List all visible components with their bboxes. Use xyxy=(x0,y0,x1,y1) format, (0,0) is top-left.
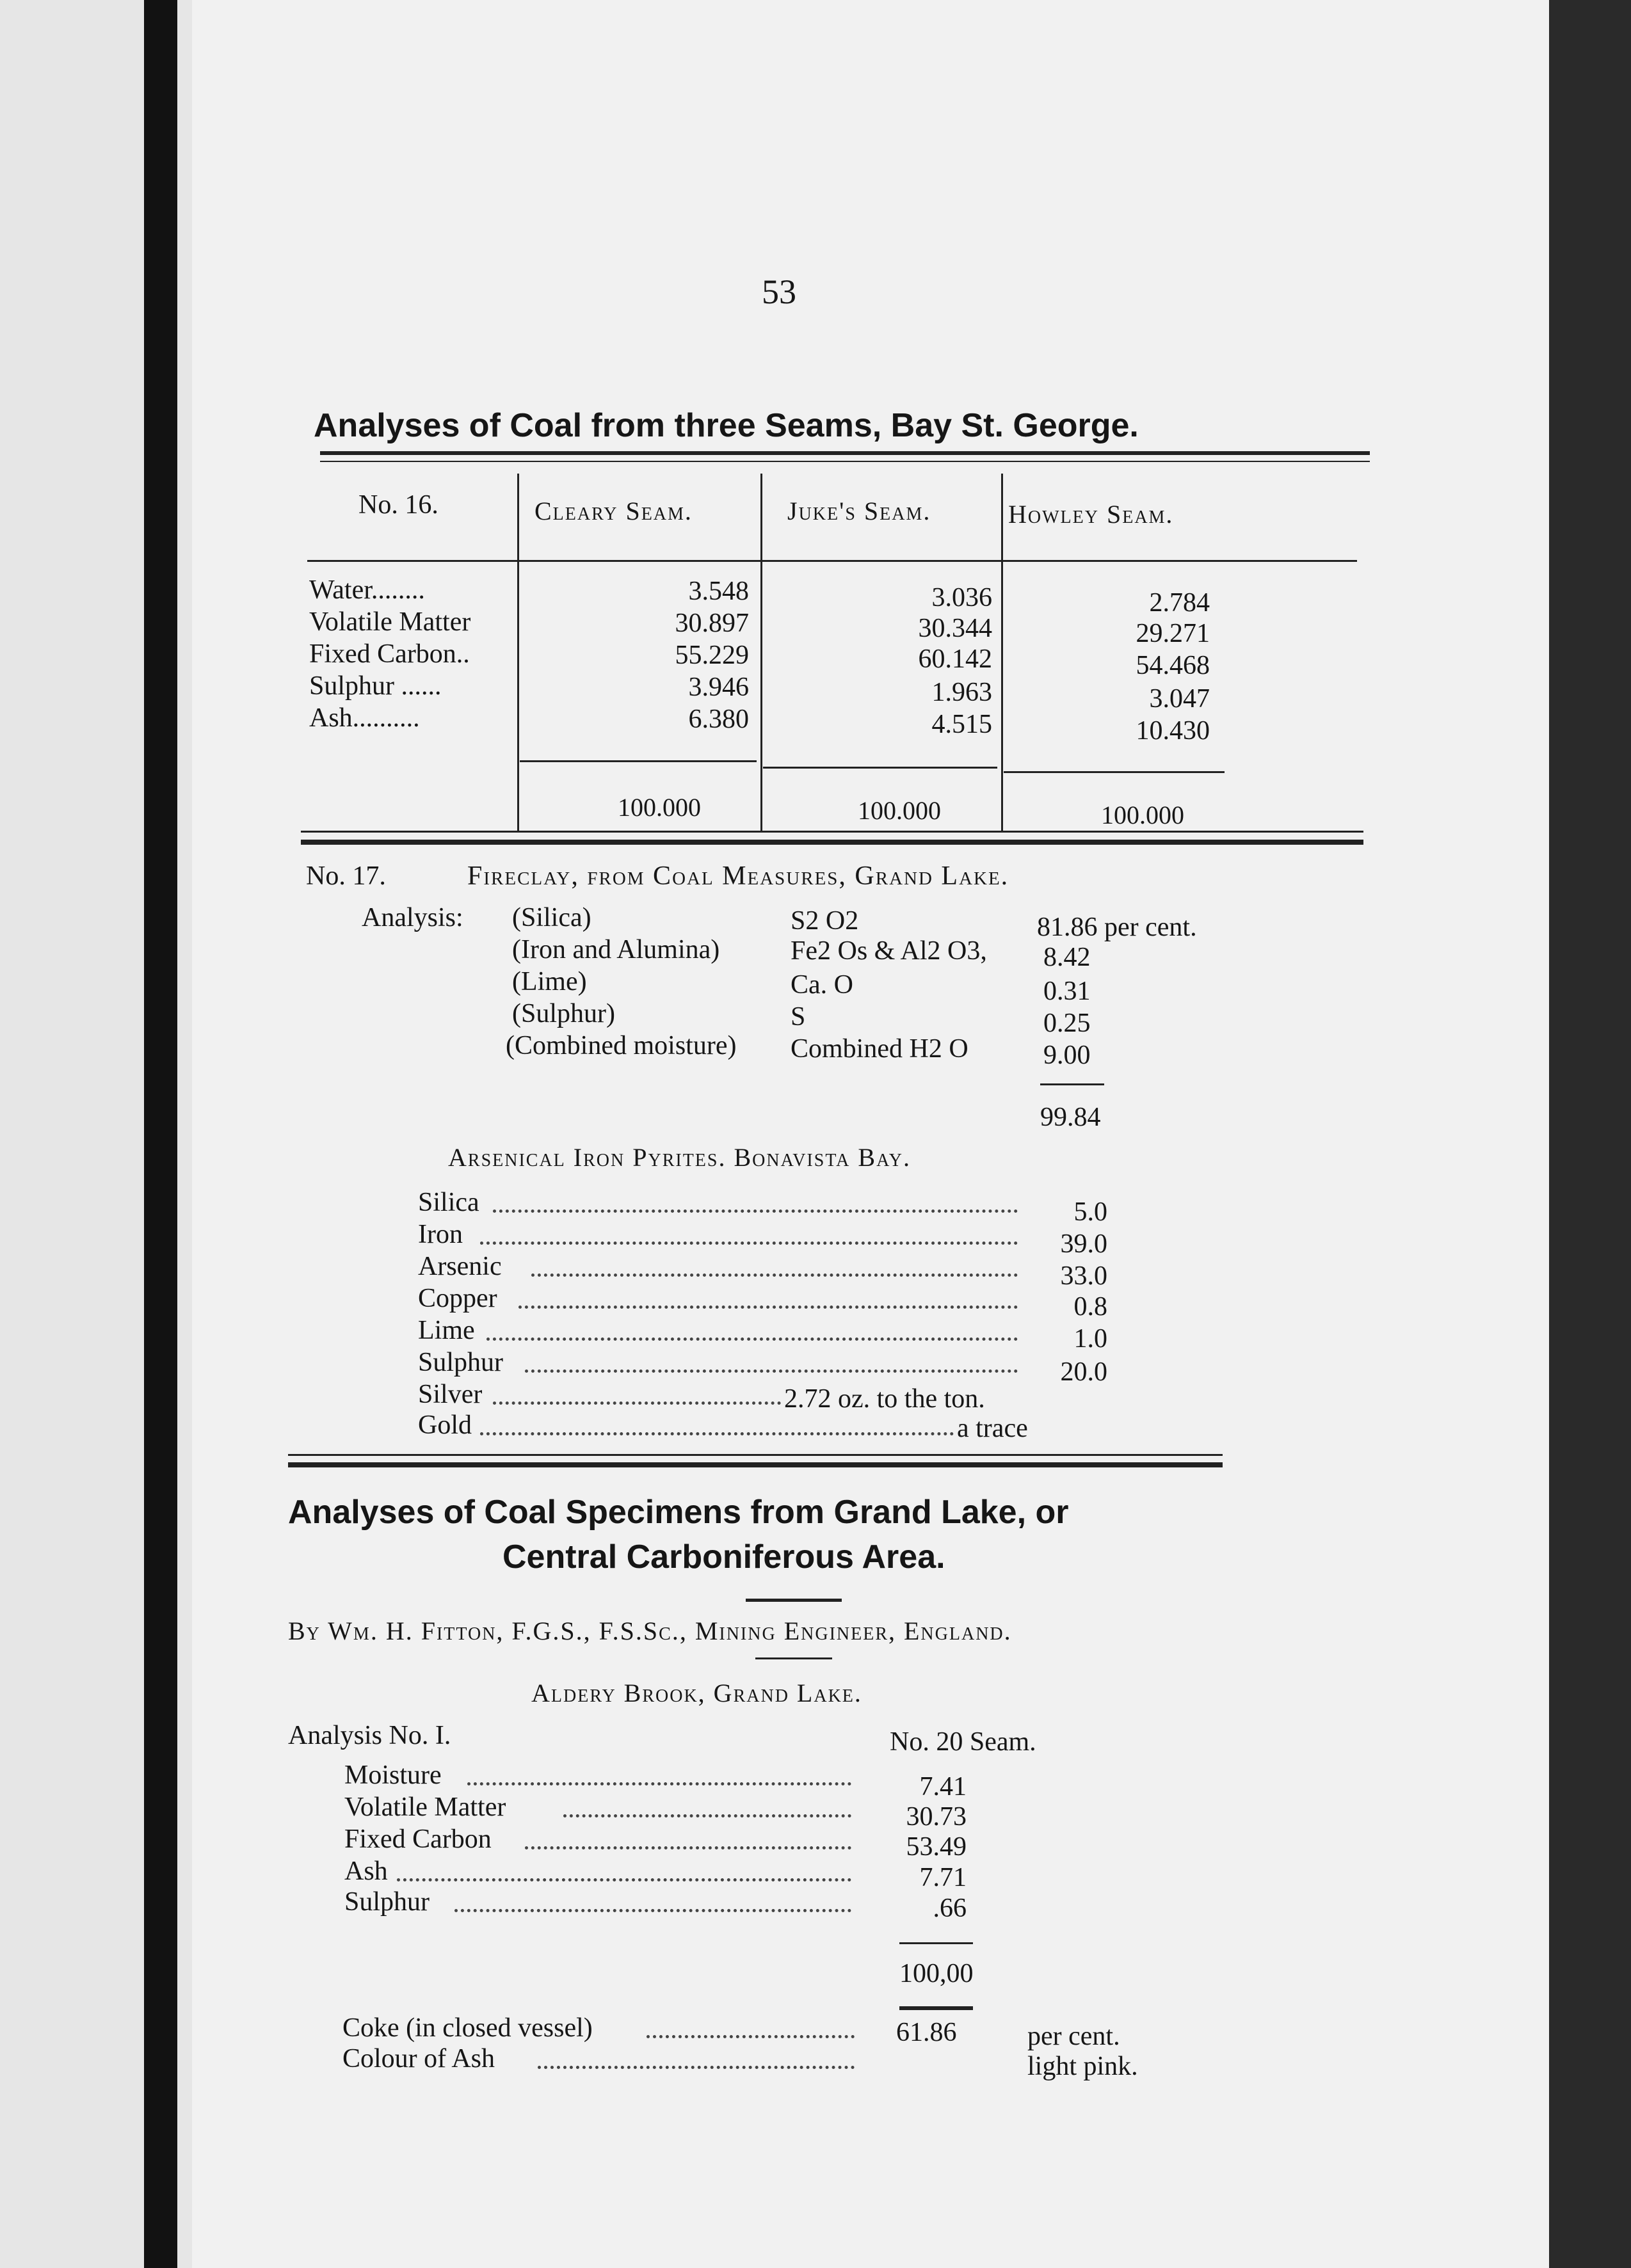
section4-short-rule-2 xyxy=(755,1657,832,1659)
pyrites-value: 39.0 xyxy=(1060,1229,1107,1259)
section4-byline: By Wm. H. Fitton, F.G.S., F.S.Sc., Mining Engineer, England. xyxy=(288,1617,1012,1645)
coal-name: Sulphur xyxy=(344,1887,430,1917)
table-cell: 3.548 xyxy=(688,577,749,606)
table-sum-rule xyxy=(763,767,997,769)
section1-top-rule-thick xyxy=(320,451,1370,455)
table-vline-1 xyxy=(517,474,519,832)
table-header-cleary: Cleary Seam. xyxy=(534,497,693,525)
scan-right-edge xyxy=(1549,0,1631,2268)
section4-title-line1: Analyses of Coal Specimens from Grand Lake, or xyxy=(288,1494,1069,1531)
table-row-label: Ash.......... xyxy=(309,703,420,733)
pyrites-value: 20.0 xyxy=(1060,1357,1107,1387)
leader-dots xyxy=(538,2066,855,2069)
leader-dots xyxy=(493,1402,781,1405)
pyrites-name: Lime xyxy=(418,1316,475,1345)
analysis-number: Analysis No. I. xyxy=(288,1721,451,1750)
pyrites-name: Silver xyxy=(418,1380,483,1409)
table-header-rule xyxy=(307,560,1357,562)
leader-dots xyxy=(518,1306,1018,1309)
table-cell: 6.380 xyxy=(688,705,749,734)
table-cell: 3.047 xyxy=(1149,684,1210,714)
section4-location: Aldery Brook, Grand Lake. xyxy=(531,1679,862,1707)
coal-name: Fixed Carbon xyxy=(344,1825,492,1854)
ash-colour-value: light pink. xyxy=(1027,2052,1138,2081)
leader-dots xyxy=(397,1878,851,1881)
pyrites-name: Sulphur xyxy=(418,1348,504,1377)
page-number: 53 xyxy=(762,273,796,311)
leader-dots xyxy=(525,1370,1018,1373)
table-cell: 30.897 xyxy=(675,609,749,638)
section1-bottom-rule-thin xyxy=(301,831,1363,833)
fireclay-value: 0.25 xyxy=(1043,1009,1091,1038)
fireclay-number: No. 17. xyxy=(306,861,386,891)
leader-dots xyxy=(531,1274,1018,1277)
section4-title-line2: Central Carboniferous Area. xyxy=(502,1538,945,1576)
coke-name: Coke (in closed vessel) xyxy=(342,2013,593,2043)
pyrites-name: Arsenic xyxy=(418,1252,502,1281)
table-cell: 54.468 xyxy=(1136,651,1210,680)
leader-dots xyxy=(525,1846,851,1849)
section1-title: Analyses of Coal from three Seams, Bay St. George. xyxy=(314,407,1139,444)
section1-bottom-rule-thick xyxy=(301,840,1363,845)
table-row-label: Volatile Matter xyxy=(309,607,471,637)
fireclay-value: 81.86 per cent. xyxy=(1037,913,1197,942)
pyrites-name: Iron xyxy=(418,1220,463,1249)
table-total: 100.000 xyxy=(1101,801,1184,829)
fireclay-formula: S2 O2 xyxy=(791,906,859,936)
leader-dots xyxy=(486,1338,1018,1341)
section1-top-rule-thin xyxy=(320,461,1370,462)
fireclay-title: Fireclay, from Coal Measures, Grand Lake. xyxy=(467,861,1009,891)
table-total: 100.000 xyxy=(618,793,701,822)
pyrites-value: a trace xyxy=(957,1414,1028,1443)
pyrites-name: Silica xyxy=(418,1188,479,1217)
leader-dots xyxy=(563,1814,851,1817)
coal-name: Volatile Matter xyxy=(344,1793,506,1822)
coal-value: 7.71 xyxy=(919,1863,967,1892)
fireclay-formula: Combined H2 O xyxy=(791,1034,968,1064)
pyrites-name: Gold xyxy=(418,1410,472,1440)
leader-dots xyxy=(467,1782,851,1785)
table-col0-header: No. 16. xyxy=(358,490,438,520)
table-row-label: Sulphur ...... xyxy=(309,671,442,701)
table-cell: 2.784 xyxy=(1149,588,1210,618)
table-header-jukes: Juke's Seam. xyxy=(787,497,931,525)
fireclay-value: 0.31 xyxy=(1043,977,1091,1006)
coal-name: Moisture xyxy=(344,1761,442,1790)
fireclay-name: (Combined moisture) xyxy=(506,1031,737,1060)
leader-dots xyxy=(480,1242,1018,1245)
coal-value: 53.49 xyxy=(906,1832,967,1862)
fireclay-formula: Ca. O xyxy=(791,970,853,1000)
table-vline-2 xyxy=(760,474,762,832)
coal-total: 100,00 xyxy=(899,1959,974,1988)
table-sum-rule xyxy=(520,760,757,762)
table-cell: 55.229 xyxy=(675,641,749,670)
coal-name: Ash xyxy=(344,1857,388,1886)
table-cell: 29.271 xyxy=(1136,619,1210,648)
section3-bottom-rule-thick xyxy=(288,1462,1223,1467)
pyrites-name: Copper xyxy=(418,1284,497,1313)
table-cell: 60.142 xyxy=(918,644,992,674)
table-cell: 1.963 xyxy=(931,678,992,707)
pyrites-value: 33.0 xyxy=(1060,1261,1107,1291)
fireclay-value: 9.00 xyxy=(1043,1041,1091,1070)
fireclay-name: (Iron and Alumina) xyxy=(512,935,720,964)
table-cell: 3.946 xyxy=(688,673,749,702)
fireclay-name: (Silica) xyxy=(512,903,591,932)
fireclay-value: 8.42 xyxy=(1043,943,1091,972)
coal-value: 7.41 xyxy=(919,1772,967,1801)
leader-dots xyxy=(480,1432,954,1435)
table-cell: 30.344 xyxy=(918,614,992,643)
coal-value: .66 xyxy=(933,1894,967,1923)
fireclay-formula: S xyxy=(791,1002,806,1032)
table-row-label: Water........ xyxy=(309,575,425,605)
leader-dots xyxy=(647,2035,855,2038)
document-page xyxy=(192,0,1549,2268)
fireclay-total: 99.84 xyxy=(1040,1103,1101,1132)
ash-colour-name: Colour of Ash xyxy=(342,2044,495,2073)
pyrites-value: 0.8 xyxy=(1073,1292,1107,1322)
pyrites-value: 2.72 oz. to the ton. xyxy=(784,1384,985,1414)
coke-unit: per cent. xyxy=(1027,2022,1120,2051)
pyrites-value: 1.0 xyxy=(1073,1324,1107,1354)
fireclay-formula: Fe2 Os & Al2 O3, xyxy=(791,936,987,966)
coal-sum-rule xyxy=(899,1942,973,1944)
coal-total-rule xyxy=(899,2006,973,2010)
fireclay-analysis-label: Analysis: xyxy=(362,903,463,932)
table-cell: 3.036 xyxy=(931,583,992,612)
pyrites-title: Arsenical Iron Pyrites. Bonavista Bay. xyxy=(448,1143,911,1172)
fireclay-name: (Sulphur) xyxy=(512,999,615,1028)
fireclay-sum-rule xyxy=(1040,1083,1104,1085)
leader-dots xyxy=(454,1909,851,1912)
coke-value: 61.86 xyxy=(896,2018,957,2047)
seam-number: No. 20 Seam. xyxy=(890,1727,1036,1757)
table-cell: 4.515 xyxy=(931,710,992,739)
pyrites-value: 5.0 xyxy=(1073,1197,1107,1227)
table-total: 100.000 xyxy=(858,796,941,825)
coal-value: 30.73 xyxy=(906,1802,967,1832)
table-row-label: Fixed Carbon.. xyxy=(309,639,470,669)
fireclay-name: (Lime) xyxy=(512,967,587,996)
leader-dots xyxy=(493,1210,1018,1213)
section3-bottom-rule-thin xyxy=(288,1454,1223,1456)
table-sum-rule xyxy=(1004,771,1225,773)
table-header-howley: Howley Seam. xyxy=(1008,500,1174,529)
table-vline-3 xyxy=(1001,474,1003,832)
table-cell: 10.430 xyxy=(1136,716,1210,746)
section4-short-rule xyxy=(746,1599,842,1602)
binding-shadow xyxy=(144,0,177,2268)
